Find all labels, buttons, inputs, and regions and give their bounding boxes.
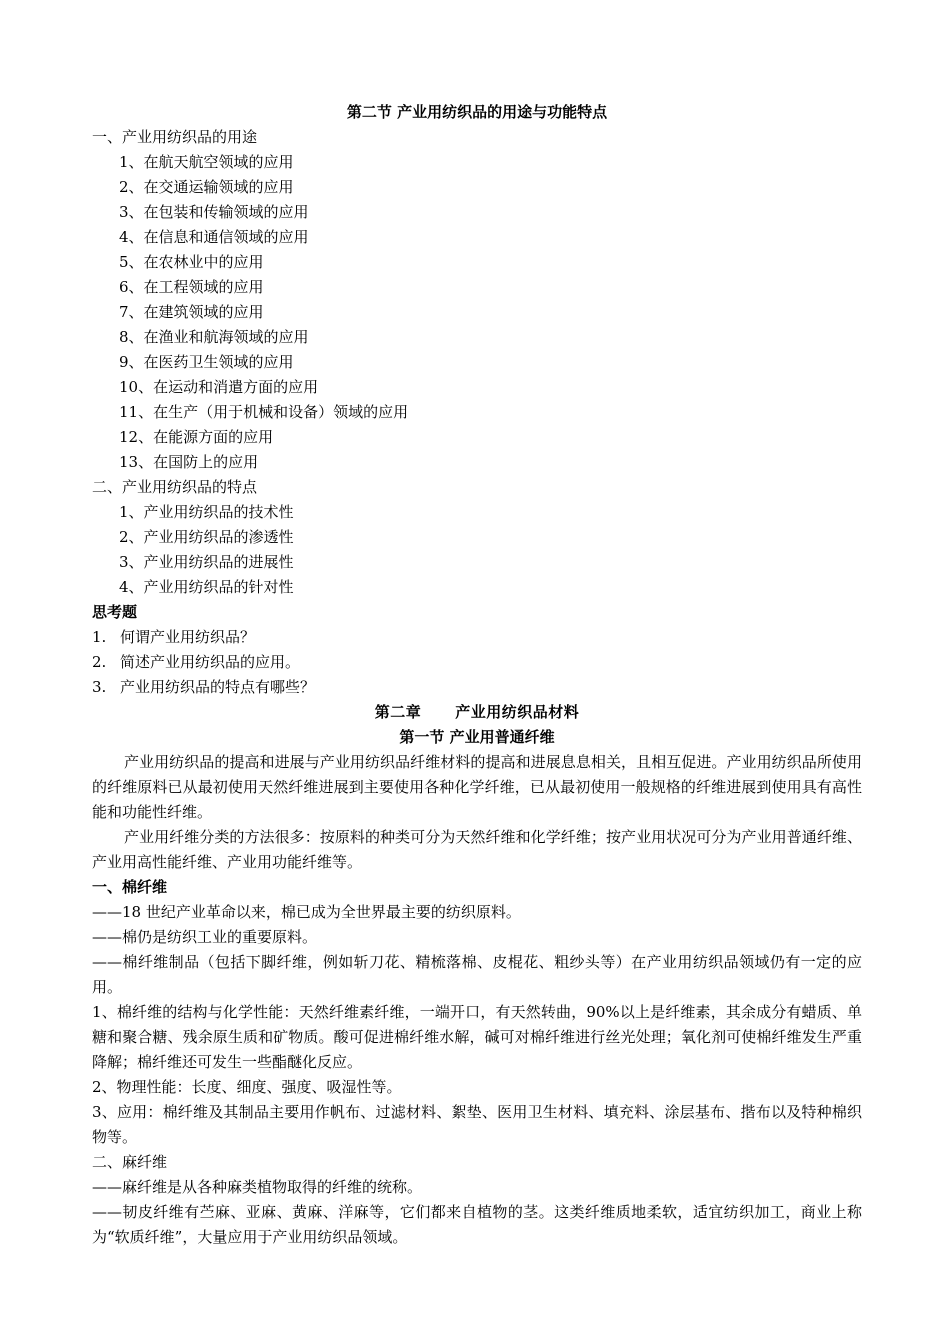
cotton-line: ——棉仍是纺织工业的重要原料。 (92, 928, 318, 946)
cotton-heading: 一、棉纤维 (92, 878, 168, 896)
list-item: 1、产业用纺织品的技术性 (119, 503, 294, 521)
question-number: 2. (92, 653, 107, 671)
questions-heading: 思考题 (92, 603, 138, 621)
body-paragraph: 产业用纤维分类的方法很多：按原料的种类可分为天然纤维和化学纤维；按产业用状况可分为产业用普通纤维、产业用高性能纤维、产业用功能纤维等。 (92, 828, 862, 871)
question-text: 何谓产业用纺织品？ (120, 628, 256, 646)
list-item: 7、在建筑领域的应用 (119, 303, 264, 321)
list-item: 3、在包装和传输领域的应用 (119, 203, 309, 221)
section-title: 第一节 产业用普通纤维 (399, 728, 555, 746)
hemp-line: ——麻纤维是从各种麻类植物取得的纤维的统称。 (92, 1178, 423, 1196)
hemp-line: ——韧皮纤维有苎麻、亚麻、黄麻、洋麻等，它们都来自植物的茎。这类纤维质地柔软，适宜纺织加工，商业上称为“软质纤维”，大量应用于产业用纺织品领域。 (92, 1203, 862, 1246)
hemp-heading: 二、麻纤维 (92, 1153, 168, 1171)
features-heading: 二、产业用纺织品的特点 (92, 478, 258, 496)
question-number: 3. (92, 678, 107, 696)
questions-list (92, 625, 862, 700)
uses-heading: 一、产业用纺织品的用途 (92, 128, 258, 146)
body-paragraph: 产业用纺织品的提高和进展与产业用纺织品纤维材料的提高和进展息息相关，且相互促进。产业用纺织品所使用的纤维原料已从最初使用天然纤维进展到主要使用各种化学纤维，已从最初使用一般规格的纤维进展到使用具有高性能和功能性纤维。 (92, 753, 862, 821)
cotton-line: 1、棉纤维的结构与化学性能：天然纤维素纤维，一端开口，有天然转曲，90%以上是纤维素，其余成分有蜡质、单糖和聚合糖、残余原生质和矿物质。酸可促进棉纤维水解，碱可对棉纤维进行丝光处理；氧化剂可使棉纤维发生严重降解；棉纤维还可发生一些酯醚化反应。 (92, 1003, 862, 1071)
features-list (92, 500, 862, 600)
list-item: 3、产业用纺织品的进展性 (119, 553, 294, 571)
chapter-name: 产业用纺织品材料 (455, 703, 580, 721)
list-item: 1、在航天航空领域的应用 (119, 153, 294, 171)
list-item: 13、在国防上的应用 (119, 453, 259, 471)
cotton-line: ——棉纤维制品（包括下脚纤维，例如斩刀花、精梳落棉、皮棍花、粗纱头等）在产业用纺织品领域仍有一定的应用。 (92, 953, 862, 996)
cotton-line: ——18 世纪产业革命以来，棉已成为全世界最主要的纺织原料。 (92, 903, 521, 921)
question-item (92, 675, 862, 700)
cotton-line: 3、应用：棉纤维及其制品主要用作帆布、过滤材料、絮垫、医用卫生材料、填充料、涂层基布、揩布以及特种棉织物等。 (92, 1103, 862, 1146)
list-item: 8、在渔业和航海领域的应用 (119, 328, 309, 346)
list-item: 2、在交通运输领域的应用 (119, 178, 294, 196)
question-number: 1. (92, 628, 107, 646)
question-text: 简述产业用纺织品的应用。 (120, 653, 301, 671)
list-item: 12、在能源方面的应用 (119, 428, 274, 446)
list-item: 4、产业用纺织品的针对性 (119, 578, 294, 596)
list-item: 6、在工程领域的应用 (119, 278, 264, 296)
list-item: 5、在农林业中的应用 (119, 253, 264, 271)
question-item (92, 650, 862, 675)
section-title: 第二节 产业用纺织品的用途与功能特点 (346, 103, 608, 121)
question-item (92, 625, 862, 650)
question-text: 产业用纺织品的特点有哪些？ (120, 678, 316, 696)
document-page (92, 100, 862, 1250)
uses-list (92, 150, 862, 475)
chapter-label: 第二章 (374, 703, 422, 721)
chapter-title (92, 700, 862, 725)
cotton-line: 2、物理性能：长度、细度、强度、吸湿性等。 (92, 1078, 402, 1096)
list-item: 9、在医药卫生领域的应用 (119, 353, 294, 371)
list-item: 2、产业用纺织品的渗透性 (119, 528, 294, 546)
list-item: 10、在运动和消遣方面的应用 (119, 378, 319, 396)
list-item: 4、在信息和通信领域的应用 (119, 228, 309, 246)
list-item: 11、在生产（用于机械和设备）领域的应用 (119, 403, 409, 421)
